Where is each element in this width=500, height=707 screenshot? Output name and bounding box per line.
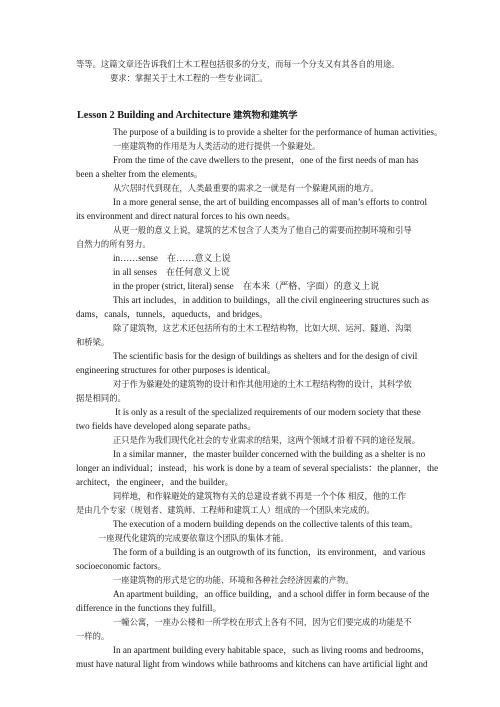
text-line: In a more general sense, the art of building encompasses all of man’s efforts to control	[113, 197, 427, 207]
text-line: longer an individual；instead，his work is done by a team of several specialists：the planner，the	[76, 463, 439, 473]
text-line: dams，canals，tunnels，aqueducts，and bridges。	[76, 309, 269, 319]
text-line: An apartment building，an office building，and a school differ in form because of the	[113, 589, 430, 599]
text-line: 正只是作为我们现代化社会的专业需求的结果，这两个领域才沿着不同的途径发展。	[113, 435, 420, 445]
text-line: 和桥梁。	[76, 337, 110, 347]
text-line: 对于作为躲避处的建筑物的设计和作其他用途的土木工程结构物的设计，其科学依	[113, 379, 412, 389]
text-line: been a shelter from the elements。	[76, 169, 204, 179]
text-line: 据是相同的。	[76, 393, 126, 403]
text-line: The purpose of a building is to provide a shelter for the performance of human activities。	[113, 127, 444, 137]
text-line: From the time of the cave dwellers to the present，one of the first needs of man has	[113, 155, 419, 165]
lesson-title-en: Lesson 2 Building and Architecture	[77, 110, 231, 121]
text-line: 从穴居时代到现在，人类最重要的需求之一就是有一个躲避风雨的地方。	[113, 183, 379, 193]
lesson-title	[77, 110, 297, 122]
text-line: The form of a building is an outgrowth of its function，its environment，and various	[113, 547, 426, 557]
intro-line: 等等。这篇文章还告诉我们土木工程包括很多的分支，而每一个分支又有其各自的用途。	[76, 59, 400, 69]
text-line: The execution of a modern building depends on the collective talents of this team。	[113, 519, 419, 529]
vocab-line: in all senses 在任何意义上说	[113, 267, 230, 277]
text-line: 一座建筑物的形式是它的功能、环境和各种社会经济因素的产物。	[113, 575, 354, 585]
vocab-line: in the proper (strict, literal) sense 在本来（严格、字面）的意义上说	[113, 281, 380, 291]
text-line: It is only as a result of the specialized requirements of our modern society that these	[115, 407, 421, 417]
text-line: 同样地，和作躲避处的建筑物有关的总建设者就不再是一个个体 相反，他的工作	[113, 491, 407, 501]
text-line: its environment and direct natural forces to his own needs。	[76, 211, 296, 221]
text-line: In a similar manner，the master builder concerned with the building as a shelter is no	[113, 449, 426, 459]
text-line: 从更一般的意义上说，建筑的艺术包含了人类为了他自己的需要而控制环境和引导	[113, 225, 412, 235]
text-line: The scientific basis for the design of buildings as shelters and for the design of civil	[113, 351, 418, 361]
requirement-line: 要求：掌握关于土木工程的一些专业词汇。	[110, 73, 268, 83]
text-line: difference in the functions they fulfill。	[76, 603, 222, 613]
text-line: socioeconomic factors。	[76, 561, 167, 571]
text-line: 是由几个专家（规划者、建筑师、工程师和建筑工人）组成的一个团队来完成的。	[76, 505, 375, 515]
vocab-line: in……sense 在……意义上说	[113, 253, 231, 263]
text-line: 一座建筑物的作用是为人类活动的进行提供一个躲避处。	[113, 141, 321, 151]
text-line: 一幢公寓，一座办公楼和一所学校在形式上各有不同，因为它们要完成的功能是不	[113, 617, 412, 627]
text-line: 除了建筑物，这艺术还包括所有的土木工程结构物，比如大坝、运河、隧道、沟渠	[113, 323, 412, 333]
text-line: In an apartment building every habitable space，such as living rooms and bedrooms，	[113, 645, 430, 655]
text-line: architect，the engineer，and the builder。	[76, 477, 234, 487]
text-line: must have natural light from windows while bathrooms and kitchens can have artificial light and	[76, 659, 428, 669]
text-line: This art includes，in addition to buildings，all the civil engineering structures such as	[113, 295, 429, 305]
text-line: 一座现代化建筑的完成要依靠这个团队的集体才能。	[98, 533, 289, 543]
text-line: 一样的。	[76, 631, 110, 641]
text-line: two fields have developed along separate paths。	[76, 421, 257, 431]
text-line: engineering structures for other purposes is identical。	[76, 365, 277, 375]
text-line: 自然力的所有努力。	[76, 239, 151, 249]
lesson-title-cn: 建筑物和建筑学	[233, 110, 298, 121]
